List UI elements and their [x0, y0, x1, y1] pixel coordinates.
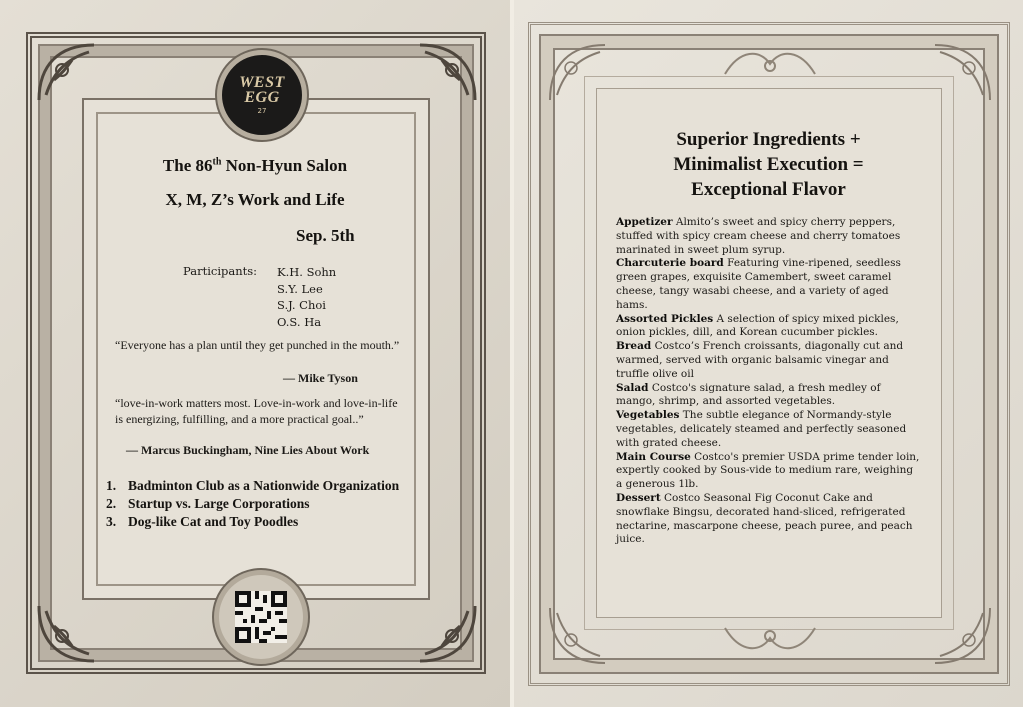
salon-date: Sep. 5th	[296, 226, 355, 245]
participant-name: S.J. Choi	[277, 298, 326, 312]
salon-subtitle: X, M, Z’s Work and Life	[165, 190, 345, 209]
scroll-ornament-icon	[720, 622, 820, 658]
flourish-icon	[410, 596, 480, 666]
topics-list	[106, 477, 399, 531]
quote-tyson: “Everyone has a plan until they get punched in the mouth.”	[115, 338, 400, 352]
participant-name: O.S. Ha	[277, 314, 322, 329]
scroll-ornament-icon	[720, 44, 820, 80]
qr-code-icon[interactable]	[235, 591, 287, 643]
menu-heading-line: Exceptional Flavor	[691, 179, 846, 200]
qr-code-medallion[interactable]	[214, 570, 308, 664]
menu-item-salad: Salad Costco's signature salad, a fresh medley of mango, shrimp, and assorted vegetables.	[616, 381, 881, 408]
menu-courses	[616, 216, 922, 547]
west-egg-logo	[217, 50, 307, 140]
menu-heading	[514, 127, 1023, 202]
quote-buckingham-author: — Marcus Buckingham, Nine Lies About Work	[126, 443, 370, 457]
list-item: 3. Dog-like Cat and Toy Poodles	[106, 514, 299, 529]
menu-item-appetizer: Appetizer Almito’s sweet and spicy cherry peppers, stuffed with spicy cream cheese and cherry tomatoes marinated in sweet plum syrup.	[616, 216, 901, 256]
flourish-icon	[925, 40, 995, 110]
flourish-icon	[545, 598, 615, 668]
participants-block	[183, 264, 336, 330]
menu-heading-line: Superior Ingredients +	[676, 129, 861, 150]
flourish-icon	[545, 40, 615, 110]
flourish-icon	[34, 40, 104, 110]
salon-title: The 86th Non-Hyun Salon	[162, 156, 348, 175]
menu-heading-line: Minimalist Execution =	[673, 154, 864, 175]
menu-item-pickles: Assorted Pickles A selection of spicy mixed pickles, onion pickles, dill, and Korean cucumber pickles.	[616, 312, 899, 339]
menu-item-dessert: Dessert Costco Seasonal Fig Coconut Cake and snowflake Bingsu, decorated hand-sliced, refrigerated nectarine, mascarpone cheese, peach puree, and peach juice.	[616, 491, 913, 546]
participants-label: Participants:	[183, 264, 258, 278]
participants-list	[277, 264, 336, 330]
quote-buckingham: “love-in-work matters most. Love-in-work and love-in-life is energizing, fulfilling, and a more practical goal..”	[115, 396, 398, 426]
list-item: 1. Badminton Club as a Nationwide Organization	[106, 478, 400, 493]
logo-year: 27	[257, 107, 267, 115]
flourish-icon	[34, 596, 104, 666]
list-item: 2. Startup vs. Large Corporations	[106, 496, 310, 511]
participant-name: S.Y. Lee	[277, 281, 323, 296]
flourish-icon	[410, 40, 480, 110]
logo-line-2: EGG	[244, 89, 280, 106]
quote-tyson-author: — Mike Tyson	[283, 371, 358, 385]
participant-name: K.H. Sohn	[277, 265, 337, 279]
menu-item-main-course: Main Course Costco's premier USDA prime tender loin, expertly cooked by Sous-vide to medium rare, weighing a generous 1lb.	[616, 450, 920, 491]
logo-line-1: WEST	[239, 74, 285, 91]
flourish-icon	[925, 598, 995, 668]
menu-item-charcuterie: Charcuterie board Featuring vine-ripened, seedless green grapes, exquisite Camembert, sweet caramel cheese, tangy wasabi cheese, and a variety of aged hams.	[616, 257, 901, 311]
menu-item-bread: Bread Costco’s French croissants, diagonally cut and warmed, served with organic balsamic vinegar and truffle olive oil	[616, 340, 904, 380]
menu-item-vegetables: Vegetables The subtle elegance of Normandy-style vegetables, delicately steamed and perfectly seasoned with grated cheese.	[616, 409, 907, 449]
